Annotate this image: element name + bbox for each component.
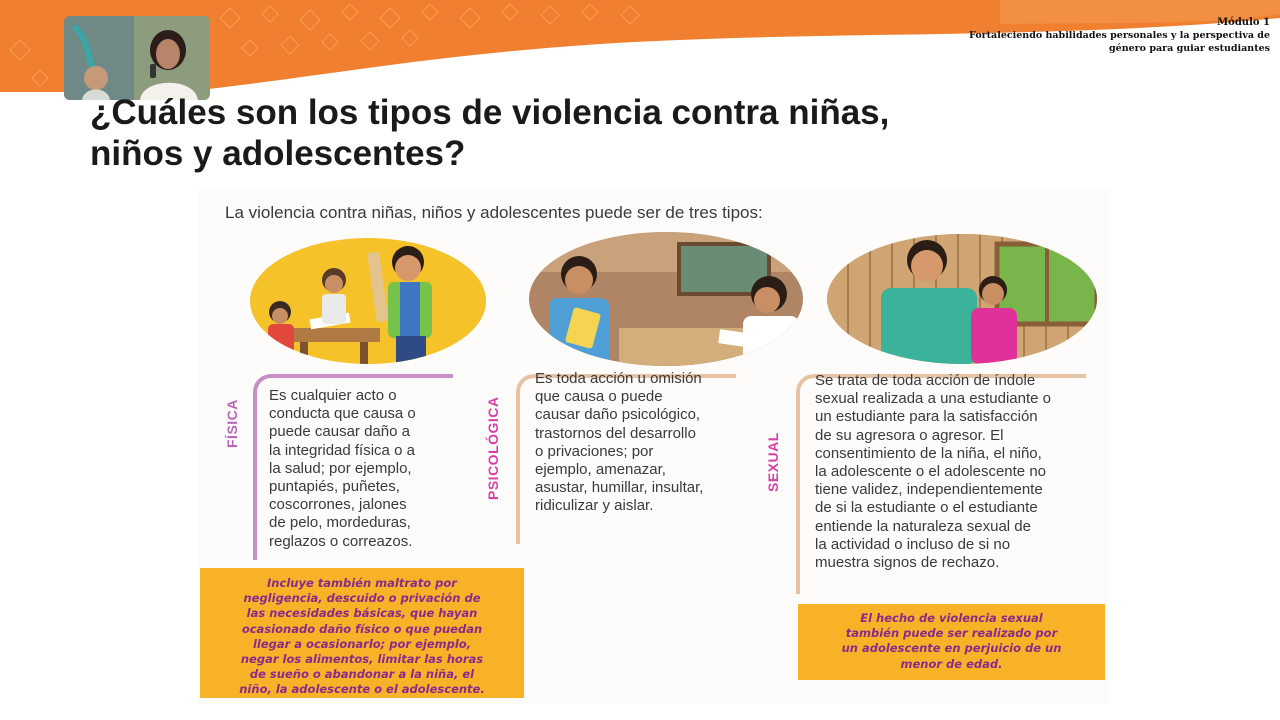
- description-line: la actividad o incluso de si no: [815, 535, 1011, 553]
- description-line: que causa o puede: [535, 388, 663, 406]
- description-line: la salud; por ejemplo,: [269, 459, 412, 477]
- note-line: ocasionado daño físico o que puedan: [241, 621, 483, 636]
- illustration-sexual: [827, 234, 1097, 364]
- description-line: asustar, humillar, insultar,: [535, 479, 704, 497]
- module-label: Módulo 1: [1217, 17, 1270, 28]
- note-line: negligencia, descuido o privación de: [243, 591, 481, 606]
- type-label: SEXUAL: [765, 432, 781, 492]
- type-label: PSICOLÓGICA: [485, 396, 501, 500]
- illustration-physical: [250, 238, 486, 364]
- description-line: tiene validez, independientemente: [815, 481, 1043, 499]
- description-line: Es toda acción u omisión: [535, 370, 702, 387]
- note-line: menor de edad.: [900, 656, 1003, 671]
- note-line: de sueño o abandonar a la niña, el: [249, 667, 475, 682]
- module-subtitle-line: género para guiar estudiantes: [1109, 43, 1270, 54]
- page-title-line: niños y adolescentes?: [90, 134, 466, 173]
- type-card-physical: [224, 374, 463, 564]
- description-line: Es cualquier acto o: [269, 387, 397, 404]
- description-line: puede causar daño a: [269, 423, 410, 441]
- note-line: negar los alimentos, limitar las horas: [240, 652, 484, 667]
- note-line: un adolescente en perjuicio de un: [841, 641, 1062, 656]
- description-line: trastornos del desarrollo: [535, 424, 696, 442]
- module-subtitle: [940, 29, 1270, 55]
- description-line: ejemplo, amenazar,: [535, 461, 666, 479]
- note-sexual: [798, 604, 1105, 680]
- description-line: de su agresora o agresor. El: [815, 426, 1004, 444]
- description-line: puntapiés, puñetes,: [269, 478, 400, 496]
- description-line: entiende la naturaleza sexual de: [815, 517, 1031, 535]
- note-physical: [200, 568, 524, 698]
- note-line: Incluye también maltrato por: [267, 576, 457, 590]
- description-line: o privaciones; por: [535, 442, 654, 460]
- type-description: [815, 372, 1051, 572]
- description-line: sexual realizada a una estudiante o: [815, 390, 1052, 408]
- module-subtitle-line: Fortaleciendo habilidades personales y la perspectiva de: [969, 30, 1270, 41]
- type-card-sexual: [765, 372, 1106, 596]
- description-line: coscorrones, jalones: [269, 496, 407, 514]
- description-line: ridiculizar y aislar.: [535, 497, 654, 515]
- description-line: conducta que causa o: [269, 405, 416, 423]
- description-line: Se trata de toda acción de índole: [815, 372, 1036, 389]
- note-line: El hecho de violencia sexual: [860, 611, 1043, 625]
- speaker-photo: [64, 16, 210, 100]
- type-description: [535, 370, 703, 516]
- intro-text: La violencia contra niñas, niños y adolescentes puede ser de tres tipos:: [225, 203, 763, 222]
- content-panel: [198, 188, 1110, 704]
- note-line: llegar a ocasionarlo; por ejemplo,: [252, 636, 472, 651]
- type-description: [269, 387, 416, 551]
- module-info: [940, 16, 1270, 55]
- note-line: niño, la adolescente o el adolescente.: [239, 682, 485, 697]
- description-line: causar daño psicológico,: [535, 406, 701, 424]
- description-line: de si la estudiante o el estudiante: [815, 499, 1038, 517]
- description-line: la integridad física o a: [269, 441, 415, 459]
- description-line: consentimiento de la niña, el niño,: [815, 444, 1042, 462]
- description-line: un estudiante para la satisfacción: [815, 408, 1038, 426]
- description-line: muestra signos de rechazo.: [815, 554, 1000, 572]
- description-line: la adolescente o el adolescente no: [815, 463, 1047, 481]
- type-label: FÍSICA: [224, 399, 240, 448]
- note-line: las necesidades básicas, que hayan: [246, 606, 478, 621]
- page-title: [90, 92, 1090, 174]
- type-card-psychological: [485, 370, 756, 546]
- description-line: reglazos o correazos.: [269, 532, 413, 550]
- illustration-psychological: [529, 232, 803, 366]
- page-title-line: ¿Cuáles son los tipos de violencia contra niñas,: [90, 93, 890, 132]
- note-line: también puede ser realizado por: [845, 626, 1058, 641]
- description-line: de pelo, mordeduras,: [269, 514, 411, 532]
